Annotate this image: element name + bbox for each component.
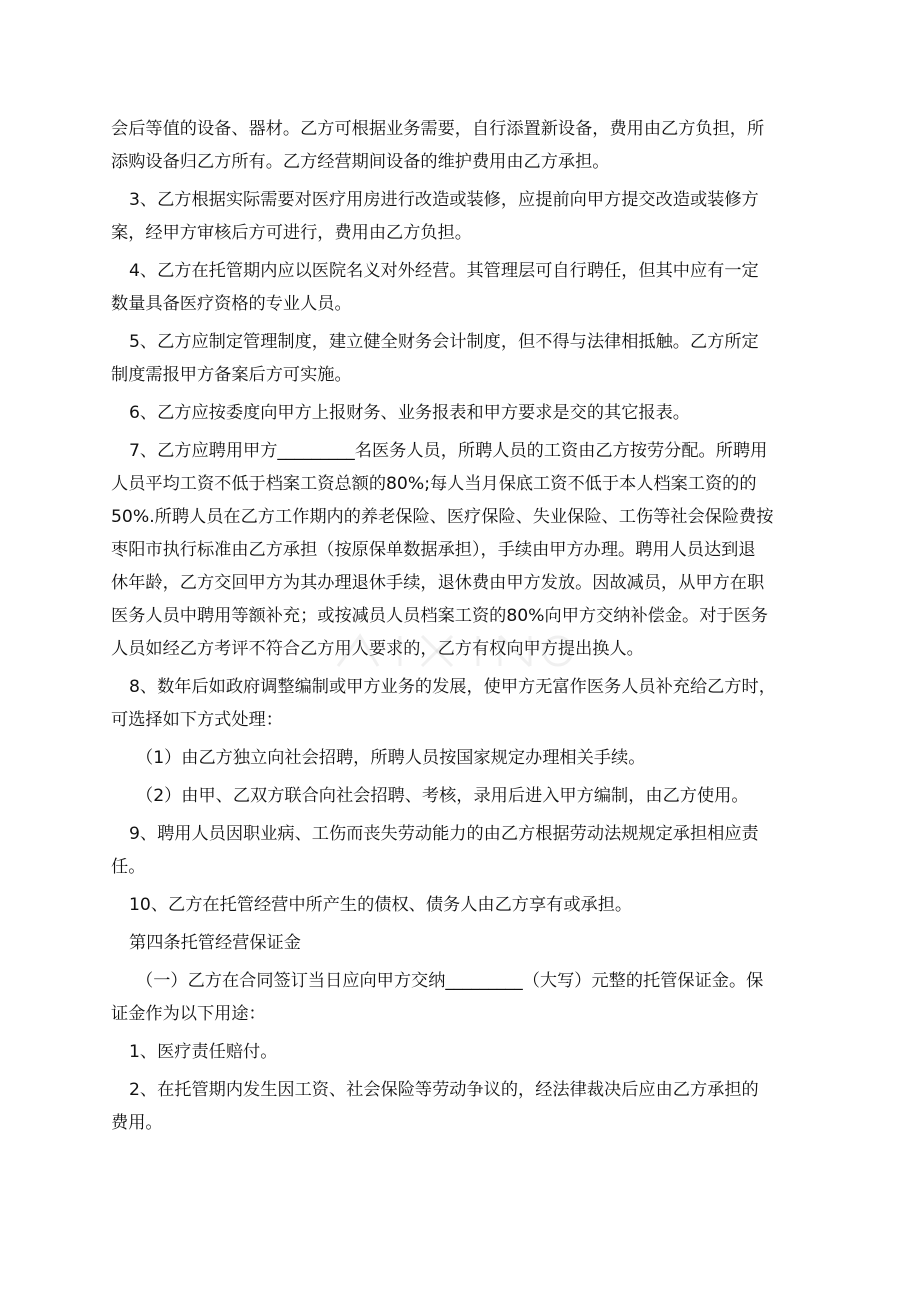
clause-9 bbox=[111, 818, 823, 884]
text-line: 会后等值的设备、器材。乙方可根据业务需要，自行添置新设备，费用由乙方负担，所 bbox=[111, 119, 765, 139]
text-line: 证金作为以下用途： bbox=[111, 1004, 266, 1024]
text-line: 50%.所聘人员在乙方工作期内的养老保险、医疗保险、失业保险、工伤等社会保险费按 bbox=[111, 507, 774, 527]
text-line: 3、乙方根据实际需要对医疗用房进行改造或装修，应提前向甲方提交改造或装修方 bbox=[129, 190, 759, 210]
text-line: 案，经甲方审核后方可进行，费用由乙方负担。 bbox=[111, 223, 472, 243]
clause-5 bbox=[111, 326, 823, 392]
text-line: 2、在托管期内发生因工资、社会保险等劳动争议的，经法律裁决后应由乙方承担的 bbox=[129, 1080, 759, 1100]
text-line: 10、乙方在托管经营中所产生的债权、债务人由乙方享有或承担。 bbox=[129, 895, 633, 915]
text-line: 医务人员中聘用等额补充；或按减员人员档案工资的80%向甲方交纳补偿金。对于医务 bbox=[111, 606, 768, 626]
text-line: （2）由甲、乙双方联合向社会招聘、考核，录用后进入甲方编制，由乙方使用。 bbox=[136, 786, 749, 806]
clause-4 bbox=[111, 255, 823, 321]
text-line: 添购设备归乙方所有。乙方经营期间设备的维护费用由乙方承担。 bbox=[111, 152, 610, 172]
deposit-use-1 bbox=[111, 1036, 823, 1069]
clause-10 bbox=[111, 889, 823, 922]
text-line: 数量具备医疗资格的专业人员。 bbox=[111, 294, 352, 314]
text-line: 1、医疗责任赔付。 bbox=[129, 1042, 278, 1062]
text-line: 4、乙方在托管期内应以医院名义对外经营。其管理层可自行聘任，但其中应有一定 bbox=[129, 261, 759, 281]
deposit-use-2 bbox=[111, 1074, 823, 1140]
text-line: （1）由乙方独立向社会招聘，所聘人员按国家规定办理相关手续。 bbox=[136, 748, 646, 768]
article-4-heading bbox=[111, 927, 823, 960]
clause-6 bbox=[111, 397, 823, 430]
text-line: 可选择如下方式处理： bbox=[111, 710, 283, 730]
clause-8-option-1 bbox=[111, 742, 823, 775]
text-line: 9、聘用人员因职业病、工伤而丧失劳动能力的由乙方根据劳动法规规定承担相应责 bbox=[129, 824, 759, 844]
document-body bbox=[111, 113, 823, 1145]
text-line: 费用。 bbox=[111, 1113, 163, 1133]
text-line: 5、乙方应制定管理制度，建立健全财务会计制度，但不得与法律相抵触。乙方所定 bbox=[129, 332, 759, 352]
text-line: 任。 bbox=[111, 857, 146, 877]
text-line: 制度需报甲方备案后方可实施。 bbox=[111, 365, 352, 385]
section-heading: 第四条托管经营保证金 bbox=[129, 933, 301, 953]
text-line: 人员如经乙方考评不符合乙方用人要求的，乙方有权向甲方提出换人。 bbox=[111, 639, 644, 659]
text-line: （一）乙方在合同签订当日应向甲方交纳_________（大写）元整的托管保证金。保 bbox=[136, 971, 764, 991]
article-4-item-1 bbox=[111, 965, 823, 1031]
text-line: 人员平均工资不低于档案工资总额的80%;每人当月保底工资不低于本人档案工资的的 bbox=[111, 474, 757, 494]
text-line: 8、数年后如政府调整编制或甲方业务的发展，使甲方无富作医务人员补充给乙方时， bbox=[129, 677, 776, 697]
clause-8-option-2 bbox=[111, 780, 823, 813]
clause-3 bbox=[111, 184, 823, 250]
clause-7 bbox=[111, 435, 823, 666]
text-line: 7、乙方应聘用甲方_________名医务人员，所聘人员的工资由乙方按劳分配。所聘用 bbox=[129, 441, 768, 461]
text-line: 休年龄，乙方交回甲方为其办理退休手续，退休费由甲方发放。因故减员，从甲方在职 bbox=[111, 573, 765, 593]
text-line: 枣阳市执行标准由乙方承担（按原保单数据承担），手续由甲方办理。聘用人员达到退 bbox=[111, 540, 756, 560]
clause-8 bbox=[111, 671, 823, 737]
paragraph-equipment bbox=[111, 113, 823, 179]
text-line: 6、乙方应按委度向甲方上报财务、业务报表和甲方要求是交的其它报表。 bbox=[129, 403, 690, 423]
